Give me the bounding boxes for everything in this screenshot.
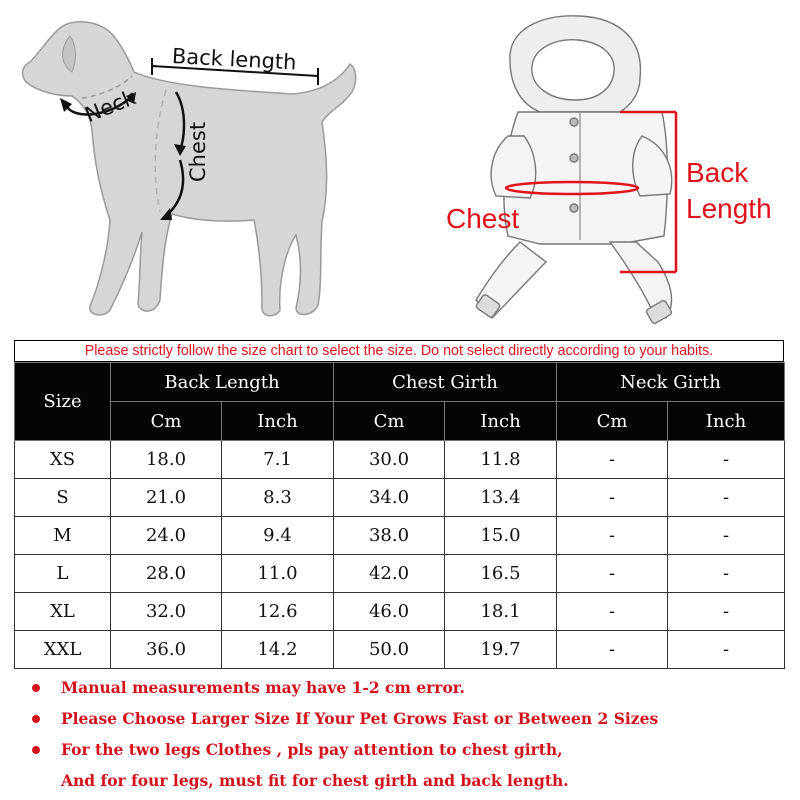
unit-header: Inch <box>445 402 557 441</box>
back-length-header: Back Length <box>111 363 334 402</box>
value-cell: 50.0 <box>334 631 445 669</box>
coat-chest-label: Chest <box>446 203 520 234</box>
value-cell: 46.0 <box>334 593 445 631</box>
note-text: Please Choose Larger Size If Your Pet Grows Fast or Between 2 Sizes <box>61 709 659 728</box>
value-cell: 9.4 <box>222 517 334 555</box>
value-cell: - <box>668 593 785 631</box>
size-chart <box>14 340 786 665</box>
back-length-label: Back length <box>171 44 298 75</box>
value-cell: 13.4 <box>445 479 557 517</box>
unit-header: Cm <box>111 402 222 441</box>
value-cell: - <box>557 479 668 517</box>
value-cell: 16.5 <box>445 555 557 593</box>
note-item <box>30 672 790 703</box>
note-text: And for four legs, must fit for chest girth and back length. <box>61 771 569 790</box>
size-cell: XXL <box>15 631 111 669</box>
unit-header: Inch <box>222 402 334 441</box>
size-header: Size <box>15 363 111 441</box>
value-cell: 28.0 <box>111 555 222 593</box>
value-cell: 11.8 <box>445 441 557 479</box>
value-cell: - <box>668 517 785 555</box>
value-cell: 12.6 <box>222 593 334 631</box>
chest-girth-header: Chest Girth <box>334 363 557 402</box>
table-row <box>15 517 785 555</box>
coat-illustration <box>475 16 672 325</box>
size-cell: M <box>15 517 111 555</box>
value-cell: 38.0 <box>334 517 445 555</box>
value-cell: 14.2 <box>222 631 334 669</box>
value-cell: 32.0 <box>111 593 222 631</box>
value-cell: 19.7 <box>445 631 557 669</box>
value-cell: - <box>668 631 785 669</box>
bullet-icon <box>32 684 40 692</box>
bullet-icon <box>32 715 40 723</box>
value-cell: 36.0 <box>111 631 222 669</box>
value-cell: 24.0 <box>111 517 222 555</box>
value-cell: 34.0 <box>334 479 445 517</box>
value-cell: - <box>668 555 785 593</box>
size-table <box>14 362 785 669</box>
table-row <box>15 555 785 593</box>
note-continuation <box>30 765 790 796</box>
value-cell: 21.0 <box>111 479 222 517</box>
value-cell: - <box>557 517 668 555</box>
table-row <box>15 631 785 669</box>
value-cell: - <box>668 479 785 517</box>
value-cell: 42.0 <box>334 555 445 593</box>
size-cell: S <box>15 479 111 517</box>
value-cell: 18.0 <box>111 441 222 479</box>
chest-label: Chest <box>186 121 210 182</box>
size-cell: XS <box>15 441 111 479</box>
value-cell: - <box>668 441 785 479</box>
value-cell: - <box>557 555 668 593</box>
size-cell: L <box>15 555 111 593</box>
coat-length-label: Length <box>686 193 772 224</box>
size-cell: XL <box>15 593 111 631</box>
neck-girth-header: Neck Girth <box>557 363 785 402</box>
value-cell: - <box>557 631 668 669</box>
measurement-diagram <box>0 0 800 340</box>
value-cell: - <box>557 441 668 479</box>
unit-header: Cm <box>334 402 445 441</box>
value-cell: 18.1 <box>445 593 557 631</box>
value-cell: - <box>557 593 668 631</box>
note-text: For the two legs Clothes , pls pay attention to chest girth, <box>61 740 563 759</box>
value-cell: 30.0 <box>334 441 445 479</box>
table-row <box>15 441 785 479</box>
note-text: Manual measurements may have 1-2 cm error. <box>61 678 465 697</box>
notes-list <box>30 672 790 796</box>
value-cell: 15.0 <box>445 517 557 555</box>
bullet-icon <box>32 746 40 754</box>
value-cell: 11.0 <box>222 555 334 593</box>
value-cell: 8.3 <box>222 479 334 517</box>
neck-label: Neck <box>81 85 140 128</box>
unit-header: Inch <box>668 402 785 441</box>
diagram-illustration <box>0 0 800 340</box>
size-notice: Please strictly follow the size chart to select the size. Do not select directly according to your habits. <box>14 340 784 362</box>
table-row <box>15 479 785 517</box>
note-item <box>30 703 790 734</box>
table-row <box>15 593 785 631</box>
coat-back-label: Back <box>686 157 749 188</box>
note-item <box>30 734 790 765</box>
value-cell: 7.1 <box>222 441 334 479</box>
unit-header: Cm <box>557 402 668 441</box>
